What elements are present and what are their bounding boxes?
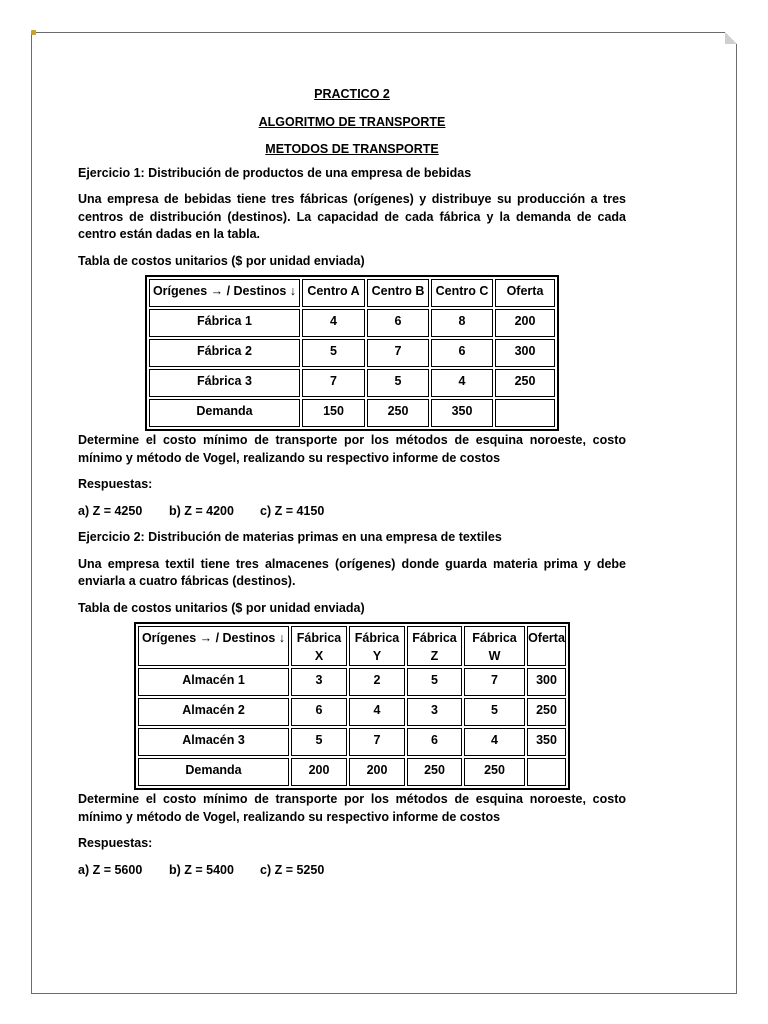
table-row xyxy=(149,309,555,337)
table-cell: 7 xyxy=(367,339,429,367)
ex2-instruction: Determine el costo mínimo de transporte por los métodos de esquina noroeste, costo mínimo y método de Vogel, realizando su respectivo informe de costos xyxy=(78,792,626,824)
table-cell: 8 xyxy=(431,309,493,337)
ex1-instruction: Determine el costo mínimo de transporte por los métodos de esquina noroeste, costo mínimo y método de Vogel, realizando su respectivo informe de costos xyxy=(78,433,626,465)
ex1-description: Una empresa de bebidas tiene tres fábricas (orígenes) y distribuye su producción a tres centros de distribución (destinos). La capacidad de cada fábrica y la demanda de cada centro están dadas en la tabla. xyxy=(78,192,626,241)
document-content xyxy=(78,86,626,879)
table-cell: 7 xyxy=(464,668,525,696)
ex1-answers xyxy=(78,503,626,521)
table-cell: Almacén 1 xyxy=(138,668,289,696)
table-cell: 350 xyxy=(527,728,566,756)
table-row xyxy=(138,758,566,786)
doc-title-3: METODOS DE TRANSPORTE xyxy=(265,142,439,156)
table-cell: 250 xyxy=(407,758,462,786)
table-cell: 4 xyxy=(464,728,525,756)
table-header-cell: Oferta xyxy=(495,279,555,307)
ex1-heading: Ejercicio 1: Distribución de productos de una empresa de bebidas xyxy=(78,165,472,180)
table-row xyxy=(149,339,555,367)
table-cell: 5 xyxy=(291,728,347,756)
table-row xyxy=(149,369,555,397)
table-cell: Fábrica 1 xyxy=(149,309,300,337)
table-cell: 5 xyxy=(464,698,525,726)
table-header-cell: Centro C xyxy=(431,279,493,307)
table-cell: 5 xyxy=(407,668,462,696)
table-cell: 250 xyxy=(527,698,566,726)
ex2-answers xyxy=(78,862,626,880)
table-cell: 6 xyxy=(407,728,462,756)
answer-b: b) Z = 5400 xyxy=(169,862,234,877)
table-cell: 4 xyxy=(302,309,365,337)
table-header-row xyxy=(138,626,566,666)
table-cell xyxy=(527,758,566,786)
table-cell: 7 xyxy=(349,728,405,756)
table-row xyxy=(138,668,566,696)
table-header-row xyxy=(149,279,555,307)
ex2-table-caption: Tabla de costos unitarios ($ por unidad enviada) xyxy=(78,600,365,615)
ex2-description: Una empresa textil tiene tres almacenes (orígenes) donde guarda materia prima y debe enviarla a cuatro fábricas (destinos). xyxy=(78,556,626,588)
table-header-cell: Fábrica Z xyxy=(407,626,462,666)
answer-b: b) Z = 4200 xyxy=(169,503,234,518)
table-cell: 250 xyxy=(464,758,525,786)
page-fold-corner xyxy=(725,32,737,44)
table-row xyxy=(149,399,555,427)
table-cell: Fábrica 2 xyxy=(149,339,300,367)
table-header-cell: Oferta xyxy=(527,626,566,666)
table-cell: 5 xyxy=(367,369,429,397)
table-cell: 4 xyxy=(349,698,405,726)
table-cell: 300 xyxy=(527,668,566,696)
table-cell: 250 xyxy=(367,399,429,427)
table-cell: 4 xyxy=(431,369,493,397)
ex2-heading: Ejercicio 2: Distribución de materias primas en una empresa de textiles xyxy=(78,530,502,544)
table-header-cell: Fábrica W xyxy=(464,626,525,666)
doc-title-1: PRACTICO 2 xyxy=(314,87,390,101)
table-cell: 200 xyxy=(349,758,405,786)
table-header-cell: Centro A xyxy=(302,279,365,307)
table-cell: Almacén 3 xyxy=(138,728,289,756)
table-cell: 200 xyxy=(495,309,555,337)
table-cell: 350 xyxy=(431,399,493,427)
ex2-cost-table xyxy=(134,622,570,790)
table-cell: 7 xyxy=(302,369,365,397)
table-cell: 6 xyxy=(367,309,429,337)
table-cell: 5 xyxy=(302,339,365,367)
table-header-cell: Orígenes → / Destinos ↓ xyxy=(138,626,289,666)
ex2-answers-label: Respuestas: xyxy=(78,836,153,850)
answer-a: a) Z = 4250 xyxy=(78,503,143,518)
table-cell: 2 xyxy=(349,668,405,696)
table-cell: 3 xyxy=(407,698,462,726)
table-cell: 250 xyxy=(495,369,555,397)
answer-c: c) Z = 4150 xyxy=(260,503,325,518)
table-cell: 150 xyxy=(302,399,365,427)
table-row xyxy=(138,728,566,756)
table-cell: Almacén 2 xyxy=(138,698,289,726)
table-header-cell: Fábrica X xyxy=(291,626,347,666)
answer-c: c) Z = 5250 xyxy=(260,862,325,877)
table-cell: Demanda xyxy=(149,399,300,427)
table-cell: Demanda xyxy=(138,758,289,786)
doc-title-2: ALGORITMO DE TRANSPORTE xyxy=(258,114,446,129)
anchor-marker-icon xyxy=(31,30,36,35)
answer-a: a) Z = 5600 xyxy=(78,862,143,877)
table-cell: 6 xyxy=(431,339,493,367)
table-cell: 3 xyxy=(291,668,347,696)
table-header-cell: Orígenes → / Destinos ↓ xyxy=(149,279,300,307)
table-header-cell: Fábrica Y xyxy=(349,626,405,666)
ex1-answers-label: Respuestas: xyxy=(78,477,153,491)
table-cell: 200 xyxy=(291,758,347,786)
table-cell: Fábrica 3 xyxy=(149,369,300,397)
table-row xyxy=(138,698,566,726)
table-cell: 300 xyxy=(495,339,555,367)
ex1-cost-table xyxy=(145,275,559,431)
table-cell: 6 xyxy=(291,698,347,726)
ex1-table-caption: Tabla de costos unitarios ($ por unidad enviada) xyxy=(78,253,365,268)
table-cell xyxy=(495,399,555,427)
table-header-cell: Centro B xyxy=(367,279,429,307)
